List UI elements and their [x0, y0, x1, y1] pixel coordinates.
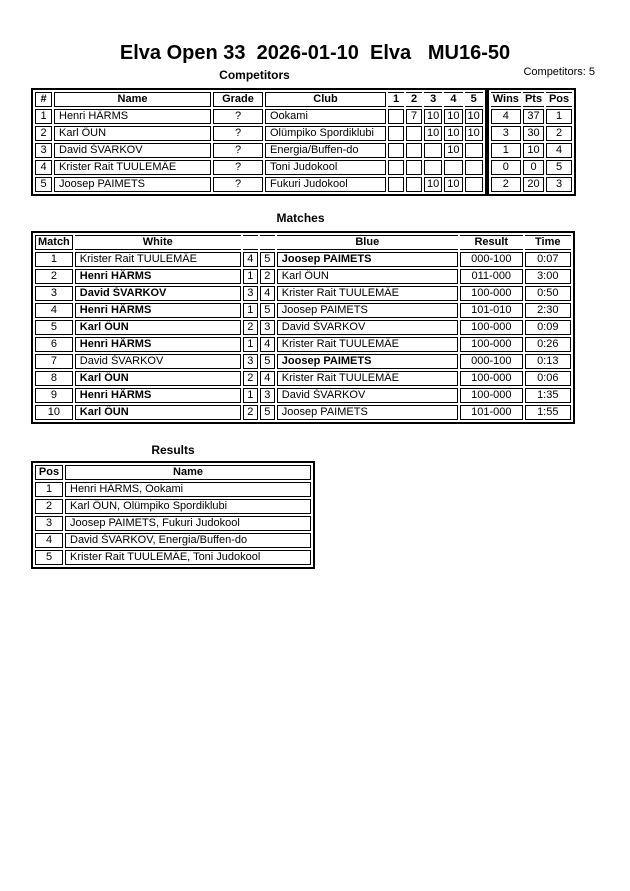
competitors-section	[31, 88, 576, 196]
match-time-cell: 0:13	[525, 354, 571, 369]
score-cell-round-5	[465, 160, 483, 175]
score-cell-round-3: 10	[424, 126, 442, 141]
white-name-cell: Karl ÖUN	[75, 371, 241, 386]
blue-number-cell: 3	[260, 388, 275, 403]
blue-name-cell: Joosep PAIMETS	[277, 303, 458, 318]
col-header-time: Time	[525, 235, 571, 250]
competitors-table	[31, 88, 487, 196]
col-header-result-pos: Pos	[35, 465, 63, 480]
competitor-grade-cell: ?	[213, 109, 263, 124]
white-number-cell: 1	[243, 337, 258, 352]
pts-cell: 10	[523, 143, 544, 158]
match-row	[35, 405, 571, 420]
matches-table	[31, 231, 575, 424]
score-cell-round-1	[388, 109, 404, 124]
match-time-cell: 0:26	[525, 337, 571, 352]
col-header-grade: Grade	[213, 92, 263, 107]
score-cell-round-1	[388, 143, 404, 158]
competitor-number-cell: 1	[35, 109, 52, 124]
blue-number-cell: 5	[260, 354, 275, 369]
match-result-cell: 100-000	[460, 337, 523, 352]
blue-number-cell: 5	[260, 252, 275, 267]
pos-cell: 2	[546, 126, 572, 141]
blue-number-cell: 3	[260, 320, 275, 335]
pts-cell: 30	[523, 126, 544, 141]
competitor-name-cell: Krister Rait TUULEMÄE	[54, 160, 211, 175]
results-table	[31, 461, 315, 569]
competitor-summary-row	[491, 177, 572, 192]
match-number-cell: 7	[35, 354, 73, 369]
score-cell-round-1	[388, 160, 404, 175]
score-cell-round-1	[388, 126, 404, 141]
white-name-cell: David ŠVARKOV	[75, 354, 241, 369]
col-header-club: Club	[265, 92, 386, 107]
competitors-count-label: Competitors: 5	[523, 66, 595, 78]
competitor-club-cell: Energia/Buffen-do	[265, 143, 386, 158]
match-time-cell: 0:07	[525, 252, 571, 267]
competitor-row	[35, 143, 483, 158]
score-cell-round-4: 10	[444, 177, 462, 192]
col-header-wins: Wins	[492, 93, 519, 105]
wins-cell: 3	[491, 126, 521, 141]
match-row	[35, 286, 571, 301]
match-time-cell: 1:35	[525, 388, 571, 403]
competitors-summary-table	[487, 88, 576, 196]
score-cell-round-1	[388, 177, 404, 192]
blue-name-cell: Krister Rait TUULEMÄE	[277, 371, 458, 386]
score-cell-round-3: 10	[424, 109, 442, 124]
col-header-result: Result	[460, 235, 523, 250]
competitor-row	[35, 109, 483, 124]
score-cell-round-3: 10	[424, 177, 442, 192]
pts-cell: 37	[523, 109, 544, 124]
white-name-cell: Henri HÄRMS	[75, 388, 241, 403]
blue-number-cell: 4	[260, 371, 275, 386]
col-header-blue-num	[260, 235, 275, 250]
white-number-cell: 2	[243, 405, 258, 420]
score-cell-round-3	[424, 143, 442, 158]
result-name-cell: Karl ÖUN, Olümpiko Spordiklubi	[65, 499, 311, 514]
col-header-round-5: 5	[465, 92, 483, 107]
match-result-cell: 000-100	[460, 354, 523, 369]
result-pos-cell: 5	[35, 550, 63, 565]
blue-name-cell: Joosep PAIMETS	[277, 405, 458, 420]
white-number-cell: 4	[243, 252, 258, 267]
white-name-cell: Karl ÖUN	[75, 405, 241, 420]
white-number-cell: 2	[243, 371, 258, 386]
blue-number-cell: 2	[260, 269, 275, 284]
match-number-cell: 10	[35, 405, 73, 420]
result-name-cell: David ŠVARKOV, Energia/Buffen-do	[65, 533, 311, 548]
competitor-name-cell: David ŠVARKOV	[54, 143, 211, 158]
white-number-cell: 3	[243, 354, 258, 369]
white-name-cell: Henri HÄRMS	[75, 303, 241, 318]
col-header-pos: Pos	[546, 92, 572, 107]
col-header-round-3: 3	[424, 92, 442, 107]
score-cell-round-5: 10	[465, 109, 483, 124]
blue-number-cell: 5	[260, 405, 275, 420]
pos-cell: 3	[546, 177, 572, 192]
blue-name-cell: Krister Rait TUULEMÄE	[277, 337, 458, 352]
match-row	[35, 303, 571, 318]
summary-header-row	[491, 92, 572, 107]
score-cell-round-4: 10	[444, 109, 462, 124]
match-number-cell: 4	[35, 303, 73, 318]
competitor-summary-row	[491, 109, 572, 124]
competitor-grade-cell: ?	[213, 160, 263, 175]
blue-name-cell: Krister Rait TUULEMÄE	[277, 286, 458, 301]
match-row	[35, 354, 571, 369]
blue-name-cell: David ŠVARKOV	[277, 388, 458, 403]
col-header-blue: Blue	[277, 235, 458, 250]
match-number-cell: 2	[35, 269, 73, 284]
competitor-row	[35, 177, 483, 192]
match-number-cell: 8	[35, 371, 73, 386]
match-result-cell: 100-000	[460, 371, 523, 386]
result-row	[35, 516, 311, 531]
score-cell-round-2	[406, 177, 422, 192]
col-header-white-num	[243, 235, 258, 250]
col-header-white: White	[75, 235, 241, 250]
competitor-name-cell: Henri HÄRMS	[54, 109, 211, 124]
white-name-cell: Henri HÄRMS	[75, 269, 241, 284]
blue-number-cell: 4	[260, 286, 275, 301]
score-cell-round-2	[406, 126, 422, 141]
pos-cell: 1	[546, 109, 572, 124]
score-cell-round-4: 10	[444, 143, 462, 158]
wins-cell: 1	[491, 143, 521, 158]
wins-cell: 0	[491, 160, 521, 175]
competitor-club-cell: Fukuri Judokool	[265, 177, 386, 192]
results-header-row	[35, 465, 311, 480]
blue-name-cell: Joosep PAIMETS	[277, 252, 458, 267]
match-row	[35, 388, 571, 403]
result-row	[35, 482, 311, 497]
white-name-cell: David ŠVARKOV	[75, 286, 241, 301]
result-row	[35, 550, 311, 565]
match-row	[35, 252, 571, 267]
match-result-cell: 000-100	[460, 252, 523, 267]
result-row	[35, 533, 311, 548]
competitor-summary-row	[491, 143, 572, 158]
score-cell-round-5	[465, 143, 483, 158]
competitor-number-cell: 4	[35, 160, 52, 175]
score-cell-round-4: 10	[444, 126, 462, 141]
match-time-cell: 0:09	[525, 320, 571, 335]
col-header-result-name: Name	[65, 465, 311, 480]
col-header-pts: Pts	[524, 93, 543, 105]
result-pos-cell: 1	[35, 482, 63, 497]
match-number-cell: 9	[35, 388, 73, 403]
match-result-cell: 100-000	[460, 286, 523, 301]
result-name-cell: Joosep PAIMETS, Fukuri Judokool	[65, 516, 311, 531]
blue-name-cell: Karl ÖUN	[277, 269, 458, 284]
match-time-cell: 1:55	[525, 405, 571, 420]
competitor-name-cell: Karl ÖUN	[54, 126, 211, 141]
result-name-cell: Henri HÄRMS, Ookami	[65, 482, 311, 497]
match-time-cell: 0:06	[525, 371, 571, 386]
col-header-round-4: 4	[444, 92, 462, 107]
match-time-cell: 2:30	[525, 303, 571, 318]
wins-cell: 2	[491, 177, 521, 192]
result-pos-cell: 4	[35, 533, 63, 548]
match-number-cell: 3	[35, 286, 73, 301]
matches-header-row	[35, 235, 571, 250]
blue-name-cell: David ŠVARKOV	[277, 320, 458, 335]
white-name-cell: Karl ÖUN	[75, 320, 241, 335]
match-result-cell: 100-000	[460, 388, 523, 403]
results-heading: Results	[151, 443, 195, 457]
pts-cell: 0	[523, 160, 544, 175]
competitor-summary-row	[491, 160, 572, 175]
match-time-cell: 0:50	[525, 286, 571, 301]
result-name-cell: Krister Rait TUULEMÄE, Toni Judokool	[65, 550, 311, 565]
competitor-grade-cell: ?	[213, 177, 263, 192]
white-number-cell: 1	[243, 388, 258, 403]
col-header-number: #	[35, 92, 52, 107]
competitor-club-cell: Ookami	[265, 109, 386, 124]
white-name-cell: Henri HÄRMS	[75, 337, 241, 352]
result-row	[35, 499, 311, 514]
match-result-cell: 101-000	[460, 405, 523, 420]
match-time-cell: 3:00	[525, 269, 571, 284]
blue-number-cell: 4	[260, 337, 275, 352]
match-number-cell: 6	[35, 337, 73, 352]
competitor-name-cell: Joosep PAIMETS	[54, 177, 211, 192]
pos-cell: 4	[546, 143, 572, 158]
match-result-cell: 100-000	[460, 320, 523, 335]
competitor-row	[35, 126, 483, 141]
score-cell-round-2	[406, 160, 422, 175]
wins-cell: 4	[491, 109, 521, 124]
col-header-round-1: 1	[388, 92, 404, 107]
result-pos-cell: 2	[35, 499, 63, 514]
match-result-cell: 101-010	[460, 303, 523, 318]
col-header-match: Match	[35, 235, 73, 250]
competitor-number-cell: 2	[35, 126, 52, 141]
white-number-cell: 3	[243, 286, 258, 301]
competitor-grade-cell: ?	[213, 126, 263, 141]
match-result-cell: 011-000	[460, 269, 523, 284]
blue-name-cell: Joosep PAIMETS	[277, 354, 458, 369]
score-cell-round-5: 10	[465, 126, 483, 141]
competitors-heading: Competitors	[219, 68, 290, 82]
competitor-summary-row	[491, 126, 572, 141]
competitor-number-cell: 3	[35, 143, 52, 158]
competitor-club-cell: Olümpiko Spordiklubi	[265, 126, 386, 141]
results-section	[31, 461, 315, 569]
score-cell-round-2: 7	[406, 109, 422, 124]
match-row	[35, 320, 571, 335]
score-cell-round-5	[465, 177, 483, 192]
matches-section	[31, 231, 575, 424]
col-header-round-2: 2	[406, 92, 422, 107]
page-title: Elva Open 33 2026-01-10 Elva MU16-50	[119, 42, 511, 64]
result-pos-cell: 3	[35, 516, 63, 531]
white-number-cell: 2	[243, 320, 258, 335]
competitors-header-row	[35, 92, 483, 107]
blue-number-cell: 5	[260, 303, 275, 318]
match-row	[35, 337, 571, 352]
score-cell-round-4	[444, 160, 462, 175]
match-row	[35, 269, 571, 284]
pts-cell: 20	[523, 177, 544, 192]
score-cell-round-3	[424, 160, 442, 175]
score-cell-round-2	[406, 143, 422, 158]
competitor-row	[35, 160, 483, 175]
match-number-cell: 1	[35, 252, 73, 267]
pos-cell: 5	[546, 160, 572, 175]
matches-heading: Matches	[276, 211, 325, 225]
competitor-grade-cell: ?	[213, 143, 263, 158]
match-row	[35, 371, 571, 386]
white-number-cell: 1	[243, 303, 258, 318]
competitor-number-cell: 5	[35, 177, 52, 192]
white-number-cell: 1	[243, 269, 258, 284]
competitor-club-cell: Toni Judokool	[265, 160, 386, 175]
col-header-name: Name	[54, 92, 211, 107]
white-name-cell: Krister Rait TUULEMÄE	[75, 252, 241, 267]
match-number-cell: 5	[35, 320, 73, 335]
